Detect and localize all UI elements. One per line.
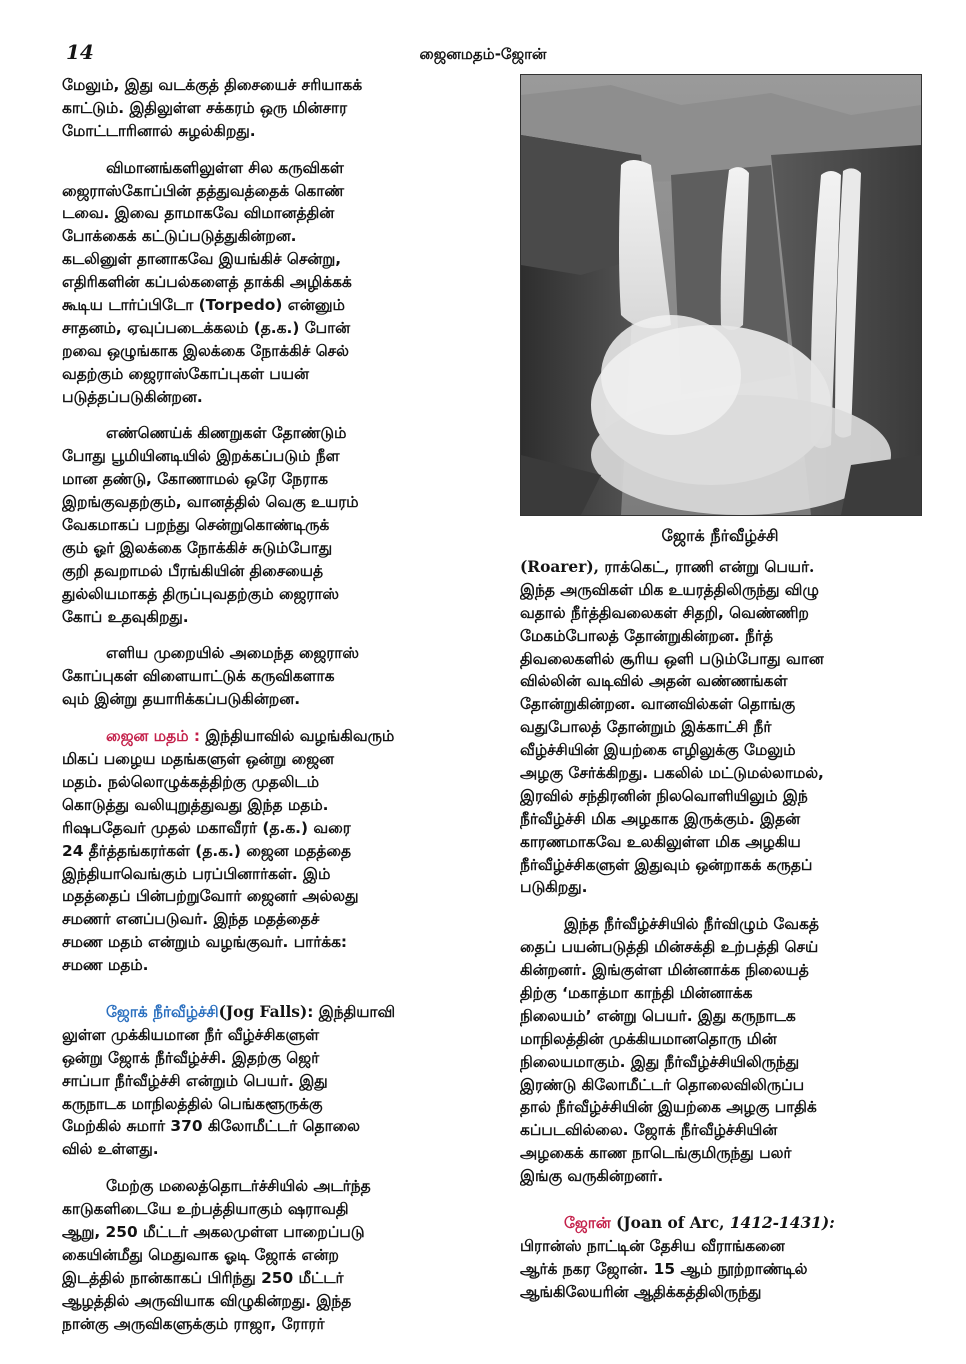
text-line: டவை. இவை தாமாகவே விமானத்தின் (62, 204, 335, 223)
text-line: குறி தவறாமல் பீரங்கியின் திசையைத் (62, 561, 324, 580)
text-line: மேற்கில் சுமார் 370 கிலோமீட்டர் தொலை (62, 1117, 360, 1136)
text-line: மேலும், இது வடக்குத் திசையைச் சரியாகக் (62, 76, 363, 94)
entry-heading-line (62, 1001, 500, 1024)
text-line: மதத்தைப் பின்பற்றுவோர் ஜைனர் அல்லது (62, 887, 359, 906)
text-line: நிலையம்’ என்று பெயர். இது கருநாடக (520, 1006, 796, 1025)
entry-term-joan-english: (Joan of Arc, (616, 1214, 730, 1233)
text-line: கருநாடக மாநிலத்தில் பெங்களூருக்கு (62, 1094, 323, 1113)
text-line: கின்றனர். இங்குள்ள மின்னாக்க நிலையத் (520, 961, 809, 980)
text-line: இந்த நீர்வீழ்ச்சியில் நீர்விழும் வேகத் (564, 915, 819, 934)
text-line: இங்கு வருகின்றனர். (520, 1167, 664, 1186)
text-line: அழகு சேர்க்கிறது. பகலில் மட்டுமல்லாமல், (520, 764, 824, 783)
text-line: தால் நீர்வீழ்ச்சியின் இயற்கை அழகு பாதிக் (520, 1098, 817, 1117)
text-line: இடத்தில் நான்காகப் பிரிந்து 250 மீட்டர் (62, 1268, 344, 1287)
text-line: போக்கைக் கட்டுப்படுத்துகின்றன. (62, 227, 297, 246)
text-line: அழகைக் காண நாடெங்குமிருந்து பலர் (520, 1144, 792, 1163)
text-line: வில் உள்ளது. (62, 1140, 159, 1159)
text-line: வும் இன்று தயாரிக்கப்படுகின்றன. (62, 690, 301, 709)
text-line: வதால் நீர்த்திவலைகள் சிதறி, வெண்ணிற (520, 603, 809, 622)
text-line: றவை ஒழுங்காக இலக்கை நோக்கிச் செல் (62, 341, 349, 360)
text-line: இறங்குவதற்கும், வானத்தில் வெகு உயரம் (62, 493, 359, 512)
entry-term-jog-falls-english: (Jog Falls) (218, 1002, 308, 1021)
text-line: கூடிய டார்ப்பிடோ (Torpedo) என்னும் (62, 296, 345, 315)
text-line: விமானங்களிலுள்ள சில கருவிகள் (106, 158, 344, 177)
text-line: இரண்டு கிலோமீட்டர் தொலைவிலிருப்ப (520, 1075, 805, 1094)
text-line: சாப்பா நீர்வீழ்ச்சி என்றும் பெயர். இது (62, 1071, 328, 1090)
text-line: நிலையமாகும். இது நீர்வீழ்ச்சியிலிருந்து (520, 1052, 800, 1071)
text-line: வதற்கும் ஜைராஸ்கோப்புகள் பயன் (62, 364, 309, 383)
text-line: படுத்தப்படுகின்றன. (62, 387, 203, 406)
text-line: கோப் உதவுகிறது. (62, 607, 189, 626)
text-line: கொடுத்து வலியுறுத்துவது இந்த மதம். (62, 795, 329, 814)
text-line: 24 தீர்த்தங்கரர்கள் (த.க.) ஜைன மதத்தை (62, 841, 351, 860)
entry-term-joan-years: 1412-1431): (729, 1214, 835, 1233)
text-line: நான்கு அருவிகளுக்கும் ராஜா, ரோரர் (62, 1314, 325, 1333)
text-line: போது பூமியினடியில் இறக்கப்படும் நீள (62, 447, 340, 466)
text-line: சமண மதம். (62, 956, 149, 975)
page-number: 14 (66, 40, 94, 64)
text-line: மேற்கு மலைத்தொடர்ச்சியில் அடர்ந்த (106, 1177, 371, 1196)
text-line: வீழ்ச்சியின் இயற்கை எழிலுக்கு மேலும் (520, 741, 796, 760)
text-line: காரணமாகவே உலகிலுள்ள மிக அழகிய (520, 832, 801, 851)
text-line: சமண மதம் என்றும் வழங்குவர். பார்க்க: (62, 933, 348, 952)
text-line: மோட்டாரினால் சுழல்கிறது. (62, 121, 256, 140)
text-line: மதம். நல்லொழுக்கத்திற்கு முதலிடம் (62, 772, 320, 791)
text-line: எதிரிகளின் கப்பல்களைத் தாக்கி அழிக்கக் (62, 273, 352, 292)
text-line: ஆறு, 250 மீட்டர் அகலமுள்ள பாறைப்படு (62, 1222, 365, 1241)
text-line: தைப் பயன்படுத்தி மின்சக்தி உற்பத்தி செய் (520, 938, 819, 957)
text-line: வதுபோலத் தோன்றும் இக்காட்சி நீர் (520, 718, 772, 737)
text-line: (Roarer), ராக்கெட், ராணி என்று பெயர். (520, 558, 815, 576)
text-line: கடலினுள் தானாகவே இயங்கிச் சென்று, (62, 250, 342, 269)
text-line: எண்ணெய்க் கிணறுகள் தோண்டும் (106, 424, 347, 443)
waterfall-photo (520, 74, 922, 516)
text-line: ஒன்று ஜோக் நீர்வீழ்ச்சி. இதற்கு ஜெர் (62, 1048, 320, 1067)
photo-caption: ஜோக் நீர்வீழ்ச்சி (661, 526, 779, 545)
text-line: இந்தியாவெங்கும் பரப்பினார்கள். இம் (62, 864, 331, 883)
text-line: திவலைகளில் சூரிய ஒளி படும்போது வான (520, 649, 824, 668)
text-line: ஆர்க் நகர ஜோன். 15 ஆம் நூற்றாண்டில் (520, 1259, 808, 1278)
text-line: லுள்ள முக்கியமான நீர் வீழ்ச்சிகளுள் (62, 1025, 319, 1044)
text-line: எளிய முறையில் அமைந்த ஜைராஸ் (106, 644, 359, 663)
text-line: நீர்வீழ்ச்சி மிக அழகாக இருக்கும். இதன் (520, 809, 801, 828)
waterfall-illustration (521, 75, 921, 515)
text-line: ஆங்கிலேயரின் ஆதிக்கத்திலிருந்து (520, 1282, 762, 1301)
text-line: சமணர் எனப்படுவர். இந்த மதத்தைச் (62, 910, 320, 929)
text-line: துல்லியமாகத் திருப்புவதற்கும் ஜைராஸ் (62, 584, 339, 603)
text-line: வேகமாகப் பறந்து சென்றுகொண்டிருக் (62, 516, 330, 535)
entry-heading-line (520, 1212, 920, 1235)
text-line: காடுகளிடையே உற்பத்தியாகும் ஷராவதி (62, 1200, 349, 1219)
text-line: இரவில் சந்திரனின் நிலவொளியிலும் இந் (520, 786, 808, 805)
text-line: திற்கு ‘மகாத்மா காந்தி மின்னாக்க (520, 984, 753, 1003)
text-line: இந்தியாவில் வழங்கிவரும் (205, 727, 395, 746)
text-line: கும் ஓர் இலக்கை நோக்கிச் சுடும்போது (62, 538, 333, 557)
text-line: சாதனம், ஏவுப்படைக்கலம் (த.க.) போன் (62, 318, 351, 337)
text-line: மான தண்டு, கோணாமல் ஒரே நேராக (62, 470, 328, 489)
running-head: ஜைனமதம்-ஜோன் (419, 45, 547, 63)
text-line: ஆழத்தில் அருவியாக விழுகின்றது. இந்த (62, 1291, 352, 1310)
entry-heading-line (62, 725, 500, 748)
text-line: மேகம்போலத் தோன்றுகின்றன. நீர்த் (520, 626, 773, 645)
text-line: மாநிலத்தின் முக்கியமானதொரு மின் (520, 1029, 777, 1048)
left-column (62, 74, 500, 1335)
text-line: தோன்றுகின்றன. வானவில்கள் தொங்கு (520, 695, 796, 714)
entry-term-jog-falls: ஜோக் நீர்வீழ்ச்சி (106, 1002, 219, 1021)
text-line: கப்படவில்லை. ஜோக் நீர்வீழ்ச்சியின் (520, 1121, 778, 1140)
right-column (520, 74, 920, 1304)
entry-term-joan: ஜோன் (564, 1214, 611, 1233)
text-line: கையின்மீது மெதுவாக ஓடி ஜோக் என்ற (62, 1245, 339, 1264)
text-line: நீர்வீழ்ச்சிகளுள் இதுவும் ஒன்றாகக் கருதப் (520, 855, 813, 874)
text-line: பிரான்ஸ் நாட்டின் தேசிய வீராங்கனை (520, 1236, 785, 1255)
text-line: படுகிறது. (520, 878, 588, 897)
text-line: ரிஷபதேவர் முதல் மகாவீரர் (த.க.) வரை (62, 818, 351, 837)
text-line: வில்லின் வடிவில் அதன் வண்ணங்கள் (520, 672, 788, 691)
text-line: மிகப் பழைய மதங்களுள் ஒன்று ஜைன (62, 750, 334, 769)
entry-term-jaina-matham: ஜைன மதம் : (106, 727, 200, 746)
text-line: காட்டும். இதிலுள்ள சக்கரம் ஒரு மின்சார (62, 98, 348, 117)
text-line: இந்த அருவிகள் மிக உயரத்திலிருந்து விழு (520, 580, 819, 599)
text-line: கோப்புகள் விளையாட்டுக் கருவிகளாக (62, 667, 335, 686)
text-line: ஜைராஸ்கோப்பின் தத்துவத்தைக் கொண் (62, 181, 344, 200)
text-line: : இந்தியாவி (307, 1002, 395, 1021)
